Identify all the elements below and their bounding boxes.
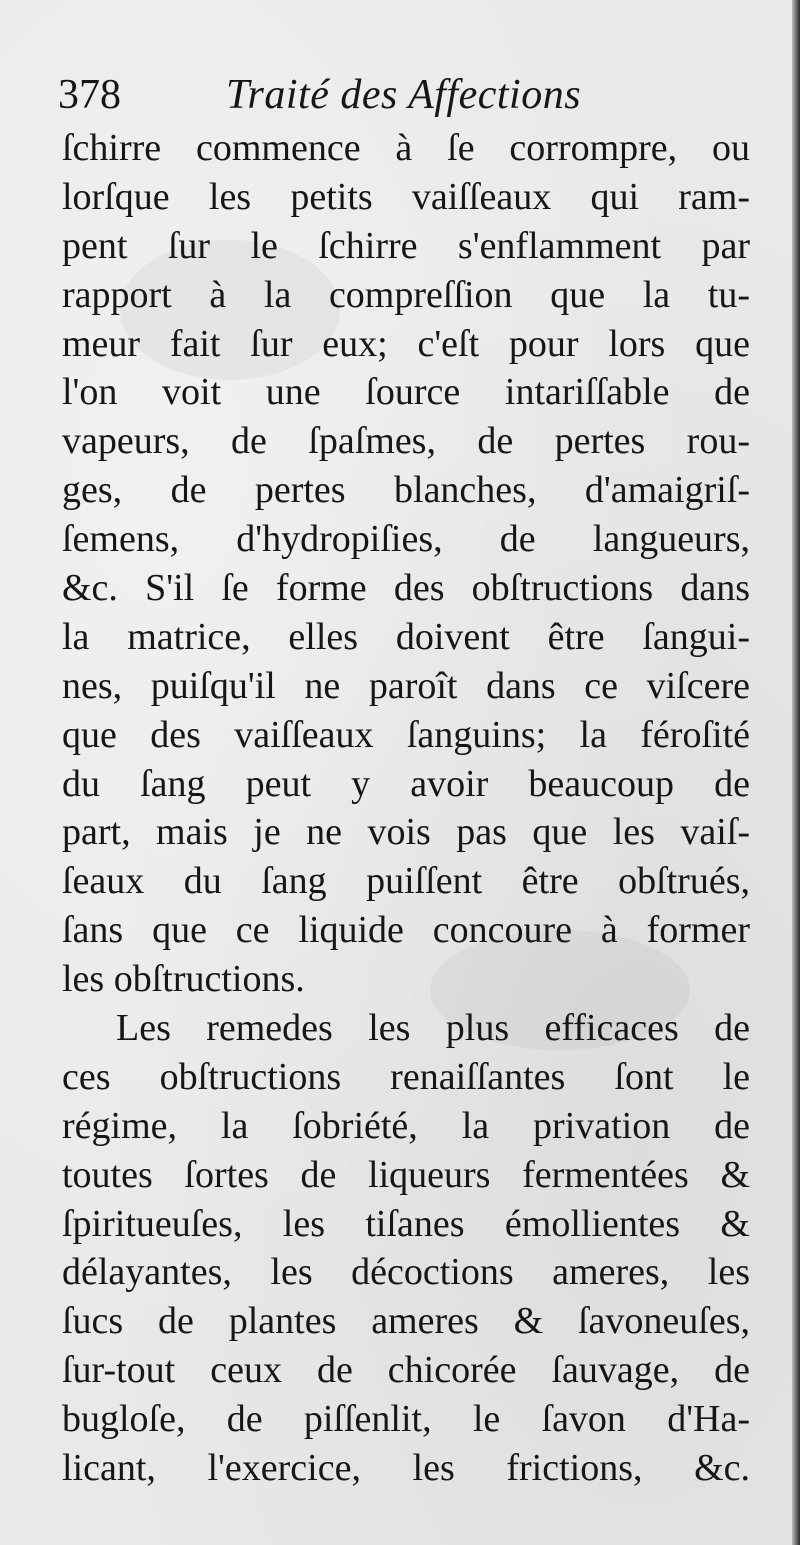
text-line: licant, l'exercice, les frictions, &c. (62, 1447, 750, 1490)
text-line: part, mais je ne vois pas que les vaiſ- (62, 811, 750, 854)
text-line: ſur-tout ceux de chicorée ſauvage, de (62, 1349, 750, 1392)
text-line: du ſang peut y avoir beaucoup de (62, 762, 750, 805)
text-line: délayantes, les décoctions ameres, les (62, 1251, 750, 1294)
running-head (58, 66, 738, 124)
text-line: rapport à la compreſſion que la tu- (62, 273, 750, 316)
text-line: ſans que ce liquide concoure à former (62, 909, 750, 952)
page-edge-shadow (792, 0, 800, 1545)
text-line: toutes ſortes de liqueurs fermentées & (62, 1153, 750, 1196)
text-line: Les remedes les plus efficaces de (116, 1007, 750, 1050)
text-line: ces obſtructions renaiſſantes ſont le (62, 1055, 750, 1098)
text-line: régime, la ſobriété, la privation de (62, 1104, 750, 1147)
text-line: lorſque les petits vaiſſeaux qui ram- (62, 175, 750, 218)
text-line: ſeaux du ſang puiſſent être obſtrués, (62, 860, 750, 903)
text-line: que des vaiſſeaux ſanguins; la féroſité (62, 713, 750, 756)
text-line: meur fait ſur eux; c'eſt pour lors que (62, 322, 750, 365)
text-line: ges, de pertes blanches, d'amaigriſ- (62, 469, 750, 512)
text-line: ſchirre commence à ſe corrompre, ou (62, 127, 750, 169)
paragraph-1 (62, 124, 750, 1004)
paragraph-2 (62, 1004, 750, 1493)
text-line: ſpiritueuſes, les tiſanes émollientes & (62, 1202, 750, 1245)
text-line: la matrice, elles doivent être ſangui- (62, 615, 750, 658)
text-line: pent ſur le ſchirre s'enflamment par (62, 224, 750, 267)
text-line: vapeurs, de ſpaſmes, de pertes rou- (62, 420, 750, 463)
text-line: les obſtructions. (62, 958, 305, 1001)
text-line: bugloſe, de piſſenlit, le ſavon d'Ha- (62, 1398, 750, 1441)
text-line: l'on voit une ſource intariſſable de (62, 371, 750, 414)
body-text (62, 124, 750, 1493)
text-line: ſemens, d'hydropiſies, de langueurs, (62, 518, 750, 561)
text-line: ſucs de plantes ameres & ſavoneuſes, (62, 1300, 750, 1343)
page-number: 378 (58, 72, 121, 118)
running-title: Traité des Affections (226, 72, 582, 118)
text-line: &c. S'il ſe forme des obſtructions dans (62, 567, 750, 610)
text-line: nes, puiſqu'il ne paroît dans ce viſcere (62, 664, 750, 707)
